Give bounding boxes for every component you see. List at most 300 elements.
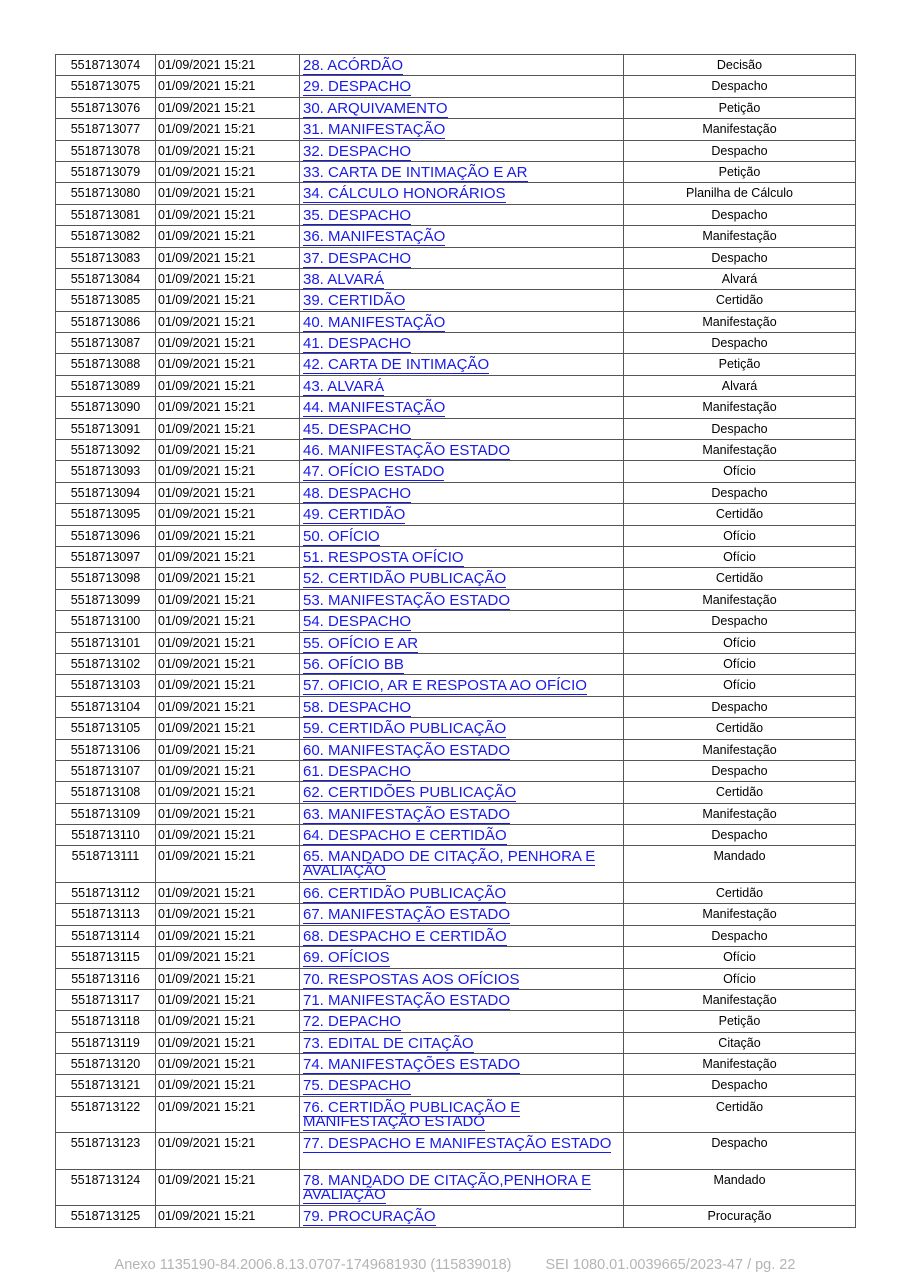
document-type-cell: Manifestação (624, 803, 856, 824)
table-row (56, 611, 856, 632)
document-id-cell: 5518713080 (56, 183, 156, 204)
document-type-cell: Despacho (624, 1075, 856, 1096)
document-description-cell (300, 589, 624, 610)
document-id-cell: 5518713097 (56, 546, 156, 567)
document-description-cell (300, 803, 624, 824)
document-date-cell: 01/09/2021 15:21 (156, 55, 300, 76)
document-description-cell (300, 611, 624, 632)
table-row (56, 782, 856, 803)
document-type-cell: Certidão (624, 718, 856, 739)
document-description-cell (300, 904, 624, 925)
document-date-cell: 01/09/2021 15:21 (156, 140, 300, 161)
document-link[interactable]: 32. DESPACHO (303, 142, 412, 160)
document-description-cell (300, 1133, 624, 1170)
document-table-body (56, 55, 856, 1228)
document-id-cell: 5518713079 (56, 161, 156, 182)
document-id-cell: 5518713083 (56, 247, 156, 268)
document-id-cell: 5518713098 (56, 568, 156, 589)
document-type-cell: Ofício (624, 525, 856, 546)
document-type-cell: Despacho (624, 204, 856, 225)
document-id-cell: 5518713074 (56, 55, 156, 76)
document-type-cell: Manifestação (624, 989, 856, 1010)
page-footer (0, 1257, 910, 1273)
document-link[interactable]: 35. DESPACHO (303, 206, 412, 224)
document-link[interactable]: 28. ACÓRDÃO (303, 57, 404, 74)
document-description-cell (300, 782, 624, 803)
table-row (56, 76, 856, 97)
document-id-cell: 5518713077 (56, 119, 156, 140)
document-description-cell (300, 760, 624, 781)
document-description-cell (300, 97, 624, 118)
document-date-cell: 01/09/2021 15:21 (156, 925, 300, 946)
document-date-cell: 01/09/2021 15:21 (156, 375, 300, 396)
document-date-cell: 01/09/2021 15:21 (156, 632, 300, 653)
document-link[interactable]: 36. MANIFESTAÇÃO (303, 228, 446, 246)
document-description-cell (300, 268, 624, 289)
document-date-cell: 01/09/2021 15:21 (156, 290, 300, 311)
document-type-cell: Manifestação (624, 904, 856, 925)
document-date-cell: 01/09/2021 15:21 (156, 204, 300, 225)
table-row (56, 947, 856, 968)
document-date-cell: 01/09/2021 15:21 (156, 968, 300, 989)
document-id-cell: 5518713111 (56, 846, 156, 883)
document-date-cell: 01/09/2021 15:21 (156, 803, 300, 824)
document-link[interactable]: 39. CERTIDÃO (303, 292, 406, 310)
document-date-cell: 01/09/2021 15:21 (156, 589, 300, 610)
document-id-cell: 5518713101 (56, 632, 156, 653)
table-row (56, 97, 856, 118)
document-id-cell: 5518713116 (56, 968, 156, 989)
document-type-cell: Ofício (624, 653, 856, 674)
document-description-cell (300, 1032, 624, 1053)
document-link[interactable]: 74. MANIFESTAÇÕES ESTADO (303, 1056, 520, 1074)
document-type-cell: Despacho (624, 611, 856, 632)
document-type-cell: Certidão (624, 882, 856, 903)
table-row (56, 418, 856, 439)
document-description-cell (300, 183, 624, 204)
document-id-cell: 5518713117 (56, 989, 156, 1010)
document-type-cell: Ofício (624, 675, 856, 696)
document-id-cell: 5518713104 (56, 696, 156, 717)
document-date-cell: 01/09/2021 15:21 (156, 1075, 300, 1096)
document-description-cell (300, 968, 624, 989)
table-row (56, 739, 856, 760)
document-type-cell: Certidão (624, 782, 856, 803)
document-type-cell: Despacho (624, 333, 856, 354)
document-date-cell: 01/09/2021 15:21 (156, 1206, 300, 1227)
document-date-cell: 01/09/2021 15:21 (156, 1096, 300, 1133)
document-type-cell: Despacho (624, 925, 856, 946)
document-description-cell (300, 546, 624, 567)
document-date-cell: 01/09/2021 15:21 (156, 482, 300, 503)
table-row (56, 760, 856, 781)
document-type-cell: Despacho (624, 825, 856, 846)
document-link[interactable]: 29. DESPACHO (303, 78, 412, 96)
table-row (56, 1133, 856, 1170)
document-link[interactable]: 56. OFÍCIO BB (303, 655, 404, 673)
table-row (56, 397, 856, 418)
document-description-cell (300, 375, 624, 396)
document-type-cell: Ofício (624, 461, 856, 482)
document-date-cell: 01/09/2021 15:21 (156, 846, 300, 883)
table-row (56, 268, 856, 289)
document-description-cell (300, 739, 624, 760)
document-description-cell (300, 1206, 624, 1227)
document-type-cell: Despacho (624, 760, 856, 781)
document-type-cell: Despacho (624, 1133, 856, 1170)
document-description-cell (300, 55, 624, 76)
document-date-cell: 01/09/2021 15:21 (156, 119, 300, 140)
document-link[interactable]: 50. OFÍCIO (303, 527, 380, 545)
document-type-cell: Manifestação (624, 226, 856, 247)
document-description-cell (300, 825, 624, 846)
document-link[interactable]: 77. DESPACHO E MANIFESTAÇÃO ESTADO (303, 1135, 612, 1153)
table-row (56, 504, 856, 525)
document-date-cell: 01/09/2021 15:21 (156, 718, 300, 739)
table-row (56, 333, 856, 354)
table-row (56, 1096, 856, 1133)
document-link[interactable]: 67. MANIFESTAÇÃO ESTADO (303, 906, 510, 924)
document-type-cell: Despacho (624, 418, 856, 439)
table-row (56, 989, 856, 1010)
document-type-cell: Despacho (624, 482, 856, 503)
document-date-cell: 01/09/2021 15:21 (156, 696, 300, 717)
document-id-cell: 5518713109 (56, 803, 156, 824)
document-id-cell: 5518713125 (56, 1206, 156, 1227)
table-row (56, 1169, 856, 1206)
document-table (55, 54, 856, 1228)
document-description-cell (300, 989, 624, 1010)
document-link[interactable]: 52. CERTIDÃO PUBLICAÇÃO (303, 570, 507, 588)
table-row (56, 718, 856, 739)
document-date-cell: 01/09/2021 15:21 (156, 739, 300, 760)
document-description-cell (300, 140, 624, 161)
document-id-cell: 5518713107 (56, 760, 156, 781)
document-id-cell: 5518713078 (56, 140, 156, 161)
document-id-cell: 5518713076 (56, 97, 156, 118)
document-id-cell: 5518713123 (56, 1133, 156, 1170)
document-description-cell (300, 440, 624, 461)
document-link[interactable]: 46. MANIFESTAÇÃO ESTADO (303, 442, 510, 460)
document-date-cell: 01/09/2021 15:21 (156, 161, 300, 182)
document-link[interactable]: 64. DESPACHO E CERTIDÃO (303, 827, 507, 845)
document-link[interactable]: 62. CERTIDÕES PUBLICAÇÃO (303, 784, 517, 802)
document-date-cell: 01/09/2021 15:21 (156, 989, 300, 1010)
document-description-cell (300, 675, 624, 696)
document-date-cell: 01/09/2021 15:21 (156, 675, 300, 696)
document-type-cell: Certidão (624, 290, 856, 311)
document-date-cell: 01/09/2021 15:21 (156, 904, 300, 925)
document-link[interactable]: 41. DESPACHO (303, 335, 412, 353)
document-link[interactable]: 78. MANDADO DE CITAÇÃO,PENHORA E AVALIAÇÃO (303, 1171, 592, 1203)
document-id-cell: 5518713115 (56, 947, 156, 968)
document-type-cell: Despacho (624, 140, 856, 161)
document-id-cell: 5518713106 (56, 739, 156, 760)
document-link[interactable]: 45. DESPACHO (303, 420, 412, 438)
document-id-cell: 5518713095 (56, 504, 156, 525)
document-date-cell: 01/09/2021 15:21 (156, 311, 300, 332)
table-row (56, 1206, 856, 1227)
document-type-cell: Petição (624, 97, 856, 118)
document-description-cell (300, 482, 624, 503)
document-id-cell: 5518713082 (56, 226, 156, 247)
document-type-cell: Alvará (624, 375, 856, 396)
table-row (56, 1075, 856, 1096)
document-description-cell (300, 333, 624, 354)
document-id-cell: 5518713092 (56, 440, 156, 461)
document-id-cell: 5518713096 (56, 525, 156, 546)
document-date-cell: 01/09/2021 15:21 (156, 611, 300, 632)
document-link[interactable]: 63. MANIFESTAÇÃO ESTADO (303, 805, 510, 823)
document-id-cell: 5518713075 (56, 76, 156, 97)
table-row (56, 803, 856, 824)
document-type-cell: Manifestação (624, 739, 856, 760)
document-date-cell: 01/09/2021 15:21 (156, 226, 300, 247)
table-row (56, 825, 856, 846)
table-row (56, 375, 856, 396)
document-type-cell: Procuração (624, 1206, 856, 1227)
document-link[interactable]: 53. MANIFESTAÇÃO ESTADO (303, 591, 510, 609)
document-type-cell: Manifestação (624, 119, 856, 140)
table-row (56, 632, 856, 653)
document-id-cell: 5518713085 (56, 290, 156, 311)
document-type-cell: Manifestação (624, 440, 856, 461)
document-link[interactable]: 72. DEPACHO (303, 1013, 402, 1031)
document-date-cell: 01/09/2021 15:21 (156, 525, 300, 546)
document-description-cell (300, 525, 624, 546)
document-description-cell (300, 247, 624, 268)
document-link[interactable]: 37. DESPACHO (303, 249, 412, 267)
document-type-cell: Despacho (624, 247, 856, 268)
document-link[interactable]: 38. ALVARÁ (303, 270, 385, 288)
document-link[interactable]: 44. MANIFESTAÇÃO (303, 399, 446, 417)
table-row (56, 846, 856, 883)
document-id-cell: 5518713118 (56, 1011, 156, 1032)
document-description-cell (300, 925, 624, 946)
document-id-cell: 5518713110 (56, 825, 156, 846)
document-description-cell (300, 504, 624, 525)
document-date-cell: 01/09/2021 15:21 (156, 461, 300, 482)
document-type-cell: Mandado (624, 1169, 856, 1206)
document-type-cell: Ofício (624, 968, 856, 989)
document-description-cell (300, 1075, 624, 1096)
document-id-cell: 5518713099 (56, 589, 156, 610)
document-description-cell (300, 311, 624, 332)
document-link[interactable]: 31. MANIFESTAÇÃO (303, 121, 446, 139)
document-link[interactable]: 33. CARTA DE INTIMAÇÃO E AR (303, 163, 528, 181)
document-link[interactable]: 54. DESPACHO (303, 613, 412, 631)
document-id-cell: 5518713112 (56, 882, 156, 903)
document-id-cell: 5518713114 (56, 925, 156, 946)
document-date-cell: 01/09/2021 15:21 (156, 183, 300, 204)
document-link[interactable]: 68. DESPACHO E CERTIDÃO (303, 927, 507, 945)
document-id-cell: 5518713122 (56, 1096, 156, 1133)
document-type-cell: Alvará (624, 268, 856, 289)
document-description-cell (300, 226, 624, 247)
document-type-cell: Manifestação (624, 589, 856, 610)
document-date-cell: 01/09/2021 15:21 (156, 825, 300, 846)
document-id-cell: 5518713090 (56, 397, 156, 418)
document-type-cell: Despacho (624, 696, 856, 717)
document-id-cell: 5518713087 (56, 333, 156, 354)
document-link[interactable]: 73. EDITAL DE CITAÇÃO (303, 1034, 474, 1052)
document-link[interactable]: 60. MANIFESTAÇÃO ESTADO (303, 741, 510, 759)
document-link[interactable]: 30. ARQUIVAMENTO (303, 99, 448, 117)
table-row (56, 546, 856, 567)
table-row (56, 161, 856, 182)
document-id-cell: 5518713100 (56, 611, 156, 632)
table-row (56, 226, 856, 247)
table-row (56, 461, 856, 482)
document-link[interactable]: 59. CERTIDÃO PUBLICAÇÃO (303, 720, 507, 738)
document-type-cell: Petição (624, 1011, 856, 1032)
document-link[interactable]: 69. OFÍCIOS (303, 949, 390, 967)
document-date-cell: 01/09/2021 15:21 (156, 882, 300, 903)
document-id-cell: 5518713094 (56, 482, 156, 503)
document-description-cell (300, 718, 624, 739)
document-link[interactable]: 75. DESPACHO (303, 1077, 412, 1095)
table-row (56, 653, 856, 674)
document-type-cell: Manifestação (624, 1054, 856, 1075)
document-link[interactable]: 58. DESPACHO (303, 698, 412, 716)
document-link[interactable]: 42. CARTA DE INTIMAÇÃO (303, 356, 490, 374)
table-row (56, 55, 856, 76)
document-type-cell: Decisão (624, 55, 856, 76)
table-row (56, 568, 856, 589)
table-row (56, 675, 856, 696)
document-description-cell (300, 947, 624, 968)
table-row (56, 525, 856, 546)
document-type-cell: Despacho (624, 76, 856, 97)
document-link[interactable]: 70. RESPOSTAS AOS OFÍCIOS (303, 970, 520, 988)
document-type-cell: Manifestação (624, 397, 856, 418)
document-type-cell: Mandado (624, 846, 856, 883)
document-id-cell: 5518713089 (56, 375, 156, 396)
table-row (56, 696, 856, 717)
document-id-cell: 5518713120 (56, 1054, 156, 1075)
document-date-cell: 01/09/2021 15:21 (156, 653, 300, 674)
document-id-cell: 5518713113 (56, 904, 156, 925)
document-link[interactable]: 48. DESPACHO (303, 484, 412, 502)
document-description-cell (300, 119, 624, 140)
document-date-cell: 01/09/2021 15:21 (156, 247, 300, 268)
footer-sei-page: SEI 1080.01.0039665/2023-47 / pg. 22 (545, 1257, 796, 1273)
document-date-cell: 01/09/2021 15:21 (156, 760, 300, 781)
table-row (56, 589, 856, 610)
document-date-cell: 01/09/2021 15:21 (156, 568, 300, 589)
document-id-cell: 5518713108 (56, 782, 156, 803)
document-type-cell: Planilha de Cálculo (624, 183, 856, 204)
document-link[interactable]: 66. CERTIDÃO PUBLICAÇÃO (303, 884, 507, 902)
document-id-cell: 5518713103 (56, 675, 156, 696)
table-row (56, 247, 856, 268)
document-id-cell: 5518713102 (56, 653, 156, 674)
document-date-cell: 01/09/2021 15:21 (156, 1011, 300, 1032)
document-type-cell: Ofício (624, 947, 856, 968)
document-id-cell: 5518713119 (56, 1032, 156, 1053)
table-row (56, 440, 856, 461)
document-link[interactable]: 47. OFÍCIO ESTADO (303, 463, 445, 481)
document-id-cell: 5518713091 (56, 418, 156, 439)
document-description-cell (300, 161, 624, 182)
table-row (56, 482, 856, 503)
document-description-cell (300, 461, 624, 482)
document-description-cell (300, 568, 624, 589)
document-link[interactable]: 34. CÁLCULO HONORÁRIOS (303, 185, 506, 203)
table-row (56, 904, 856, 925)
document-description-cell (300, 632, 624, 653)
document-description-cell (300, 290, 624, 311)
document-link[interactable]: 79. PROCURAÇÃO (303, 1208, 436, 1226)
table-row (56, 1032, 856, 1053)
document-link[interactable]: 61. DESPACHO (303, 762, 412, 780)
document-type-cell: Petição (624, 161, 856, 182)
document-date-cell: 01/09/2021 15:21 (156, 1054, 300, 1075)
document-description-cell (300, 696, 624, 717)
document-date-cell: 01/09/2021 15:21 (156, 268, 300, 289)
document-date-cell: 01/09/2021 15:21 (156, 947, 300, 968)
document-id-cell: 5518713088 (56, 354, 156, 375)
document-description-cell (300, 76, 624, 97)
document-id-cell: 5518713093 (56, 461, 156, 482)
table-row (56, 968, 856, 989)
table-row (56, 204, 856, 225)
table-row (56, 925, 856, 946)
document-date-cell: 01/09/2021 15:21 (156, 1133, 300, 1170)
document-link[interactable]: 76. CERTIDÃO PUBLICAÇÃO E MANIFESTAÇÃO ESTADO (303, 1098, 521, 1130)
document-description-cell (300, 397, 624, 418)
table-row (56, 290, 856, 311)
document-date-cell: 01/09/2021 15:21 (156, 1032, 300, 1053)
document-description-cell (300, 1096, 624, 1133)
document-description-cell (300, 204, 624, 225)
footer-annex-ref: Anexo 1135190-84.2006.8.13.0707-1749681930 (115839018) (114, 1257, 512, 1273)
document-type-cell: Citação (624, 1032, 856, 1053)
table-row (56, 1054, 856, 1075)
document-id-cell: 5518713086 (56, 311, 156, 332)
document-type-cell: Manifestação (624, 311, 856, 332)
table-row (56, 311, 856, 332)
document-type-cell: Certidão (624, 568, 856, 589)
document-link[interactable]: 57. OFICIO, AR E RESPOSTA AO OFÍCIO (303, 677, 587, 695)
document-id-cell: 5518713124 (56, 1169, 156, 1206)
document-date-cell: 01/09/2021 15:21 (156, 97, 300, 118)
document-date-cell: 01/09/2021 15:21 (156, 397, 300, 418)
document-link[interactable]: 71. MANIFESTAÇÃO ESTADO (303, 991, 510, 1009)
document-link[interactable]: 51. RESPOSTA OFÍCIO (303, 548, 464, 566)
document-id-cell: 5518713121 (56, 1075, 156, 1096)
document-link[interactable]: 55. OFÍCIO E AR (303, 634, 419, 652)
document-link[interactable]: 40. MANIFESTAÇÃO (303, 313, 446, 331)
table-row (56, 119, 856, 140)
document-description-cell (300, 354, 624, 375)
document-id-cell: 5518713105 (56, 718, 156, 739)
document-type-cell: Ofício (624, 546, 856, 567)
document-date-cell: 01/09/2021 15:21 (156, 440, 300, 461)
document-description-cell (300, 418, 624, 439)
document-link[interactable]: 43. ALVARÁ (303, 377, 385, 395)
document-date-cell: 01/09/2021 15:21 (156, 546, 300, 567)
document-description-cell (300, 1011, 624, 1032)
document-date-cell: 01/09/2021 15:21 (156, 418, 300, 439)
document-link[interactable]: 49. CERTIDÃO (303, 506, 406, 524)
document-type-cell: Ofício (624, 632, 856, 653)
table-row (56, 140, 856, 161)
document-description-cell (300, 1054, 624, 1075)
document-description-cell (300, 1169, 624, 1206)
document-type-cell: Certidão (624, 504, 856, 525)
document-link[interactable]: 65. MANDADO DE CITAÇÃO, PENHORA E AVALIAÇÃO (303, 848, 596, 880)
